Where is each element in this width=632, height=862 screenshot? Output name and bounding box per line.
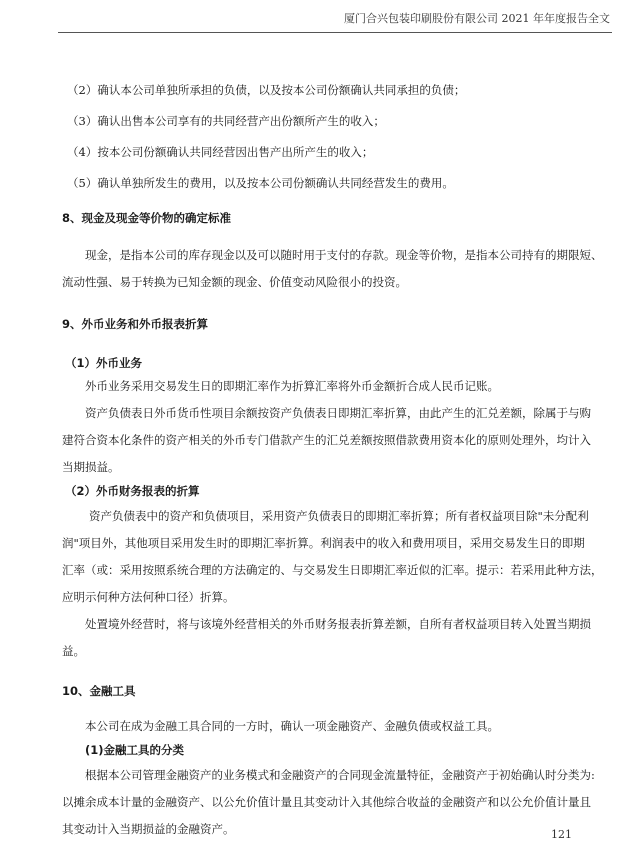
paragraph-line: 处置境外经营时，将与该境外经营相关的外币财务报表折算差额，自所有者权益项目转入处置当期损: [85, 617, 591, 631]
document-header: 厦门合兴包装印刷股份有限公司 2021 年年度报告全文: [344, 12, 610, 25]
paragraph-line: 以摊余成本计量的金融资产、以公允价值计量且其变动计入其他综合收益的金融资产和以公允价值计量且: [62, 795, 591, 809]
paragraph-line: 其变动计入当期损益的金融资产。: [62, 822, 235, 836]
paragraph-line: 流动性强、易于转换为已知金额的现金、价值变动风险很小的投资。: [62, 275, 407, 289]
paragraph-line: 当期损益。: [62, 460, 120, 474]
section-heading-financial-instruments: 10、金融工具: [62, 684, 136, 698]
classification-paragraph: [62, 762, 595, 843]
page-number: 121: [551, 828, 572, 841]
list-item: （2）确认本公司单独所承担的负债，以及按本公司份额确认共同承担的负债；: [67, 83, 466, 97]
financial-instruments-intro: [62, 713, 578, 740]
page-content: [62, 70, 603, 843]
paragraph-line: 根据本公司管理金融资产的业务模式和金融资产的合同现金流量特征，金融资产于初始确认时分类为:: [85, 768, 595, 782]
paragraph-line: 资产负债表中的资产和负债项目，采用资产负债表日的即期汇率折算；所有者权益项目除"未分配利: [89, 509, 589, 523]
subsection-heading-statement-translation: （2）外币财务报表的折算: [65, 484, 200, 498]
paragraph-line: 建符合资本化条件的资产相关的外币专门借款产生的汇兑差额按照借款费用资本化的原则处理外，均计入: [62, 433, 591, 447]
statement-translation-paragraphs: [62, 503, 603, 665]
subsection-heading-classification: (1)金融工具的分类: [85, 743, 185, 757]
paragraph-line: 汇率（或：采用按照系统合理的方法确定的、与交易发生日即期汇率近似的汇率。提示：若采用此种方法，: [62, 563, 603, 577]
paragraph-line: 润"项目外，其他项目采用发生时的即期汇率折算。利润表中的收入和费用项目，采用交易发生日的即期: [62, 536, 585, 550]
joint-operation-list: [62, 82, 578, 191]
section-heading-cash: 8、现金及现金等价物的确定标准: [62, 211, 231, 225]
paragraph-line: 应明示何种方法何种口径）折算。: [62, 590, 235, 604]
section-heading-foreign-currency: 9、外币业务和外币报表折算: [62, 317, 209, 331]
paragraph-line: 益。: [62, 644, 85, 658]
paragraph-line: 本公司在成为金融工具合同的一方时，确认一项金融资产、金融负债或权益工具。: [85, 719, 499, 733]
subsection-heading-foreign-business: （1）外币业务: [65, 356, 143, 370]
paragraph-line: 外币业务采用交易发生日的即期汇率作为折算汇率将外币金额折合成人民币记账。: [85, 379, 499, 393]
list-item: （5）确认单独所发生的费用，以及按本公司份额确认共同经营发生的费用。: [67, 176, 454, 190]
cash-paragraph: [62, 242, 603, 296]
header-divider: [58, 32, 612, 33]
paragraph-line: 资产负债表日外币货币性项目余额按资产负债表日即期汇率折算，由此产生的汇兑差额，除属于与购: [85, 406, 591, 420]
foreign-business-paragraphs: [62, 373, 591, 481]
list-item: （4）按本公司份额确认共同经营因出售产出所产生的收入；: [67, 145, 374, 159]
paragraph-line: 现金，是指本公司的库存现金以及可以随时用于支付的存款。现金等价物，是指本公司持有的期限短、: [85, 248, 603, 262]
list-item: （3）确认出售本公司享有的共同经营产出份额所产生的收入；: [67, 114, 385, 128]
